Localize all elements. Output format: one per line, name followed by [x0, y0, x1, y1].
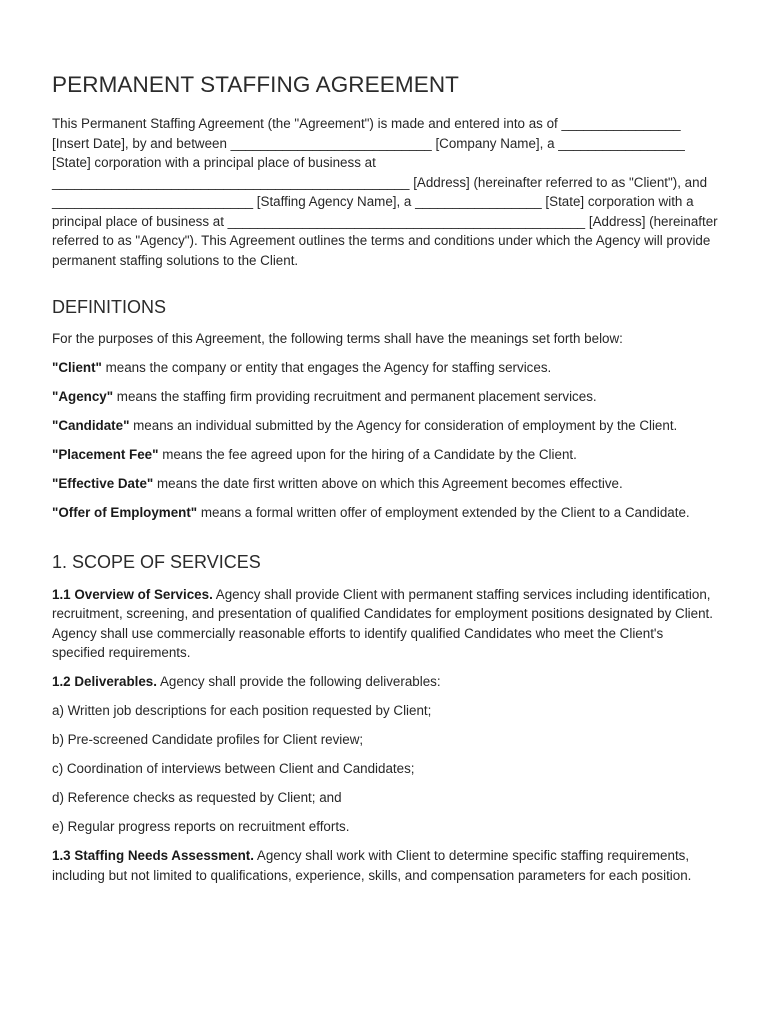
document-title: PERMANENT STAFFING AGREEMENT	[52, 72, 460, 97]
scope-heading: 1. SCOPE OF SERVICES	[52, 551, 261, 572]
definition-text: means the fee agreed upon for the hiring of a Candidate by the Client.	[158, 447, 577, 462]
deliverable-item: e) Regular progress reports on recruitment efforts.	[52, 819, 350, 834]
definition-term: "Effective Date"	[52, 476, 154, 491]
section-text: Agency shall provide Client with permanent staffing services including identification, recruitment, screening, and presentation of qualified Candidates for employment positions designated by Client. Agency shall use commercially reasonable efforts to identify qualified Candidates who meet the Client's specified requirements.	[52, 586, 713, 660]
section-label: 1.1 Overview of Services.	[52, 586, 213, 602]
definition-effective-date	[52, 474, 718, 494]
definition-text: means a formal written offer of employment extended by the Client to a Candidate.	[197, 505, 690, 520]
section-label: 1.2 Deliverables.	[52, 674, 157, 689]
intro-paragraph: This Permanent Staffing Agreement (the "Agreement") is made and entered into as of ________________ [Insert Date], by and between ___________________________ [Company Name], a _________________ [State] corporation with a principal place of business at ________________________________________________ [Address] (hereinafter referred to as "Client"), and ___________________________ [Staffing Agency Name], a _________________ [State] corporation with a principal place of business at ________________________________________________ [Address] (hereinafter referred to as "Agency"). This Agreement outlines the terms and conditions under which the Agency will provide permanent staffing solutions to the Client.	[52, 116, 718, 268]
definition-term: "Client"	[52, 360, 102, 375]
definition-term: "Candidate"	[52, 418, 130, 433]
section-text: Agency shall work with Client to determine specific staffing requirements, including but not limited to qualifications, experience, skills, and compensation parameters for each position.	[52, 848, 692, 883]
deliverable-item: b) Pre-screened Candidate profiles for Client review;	[52, 732, 364, 747]
definition-text: means an individual submitted by the Agency for consideration of employment by the Client.	[129, 418, 678, 433]
definition-offer-of-employment	[52, 503, 718, 523]
definition-agency	[52, 387, 718, 407]
section-1-2	[52, 672, 718, 692]
definition-placement-fee	[52, 445, 718, 465]
definition-client	[52, 358, 718, 378]
definition-text: means the staffing firm providing recruitment and permanent placement services.	[113, 389, 597, 404]
definition-term: "Placement Fee"	[52, 447, 159, 462]
section-1-1	[52, 585, 718, 663]
deliverable-item: c) Coordination of interviews between Client and Candidates;	[52, 761, 415, 776]
definitions-lead: For the purposes of this Agreement, the following terms shall have the meanings set forth below:	[52, 331, 623, 346]
definition-term: "Offer of Employment"	[52, 505, 198, 520]
definition-text: means the date first written above on which this Agreement becomes effective.	[153, 476, 623, 491]
section-1-3	[52, 846, 718, 885]
definition-candidate	[52, 416, 718, 436]
definition-text: means the company or entity that engages the Agency for staffing services.	[101, 360, 552, 375]
section-label: 1.3 Staffing Needs Assessment.	[52, 848, 254, 863]
definition-term: "Agency"	[52, 389, 114, 404]
definitions-heading: DEFINITIONS	[52, 297, 167, 317]
section-text: Agency shall provide the following deliverables:	[156, 674, 441, 689]
deliverable-item: d) Reference checks as requested by Client; and	[52, 790, 342, 805]
deliverable-item: a) Written job descriptions for each position requested by Client;	[52, 703, 432, 718]
